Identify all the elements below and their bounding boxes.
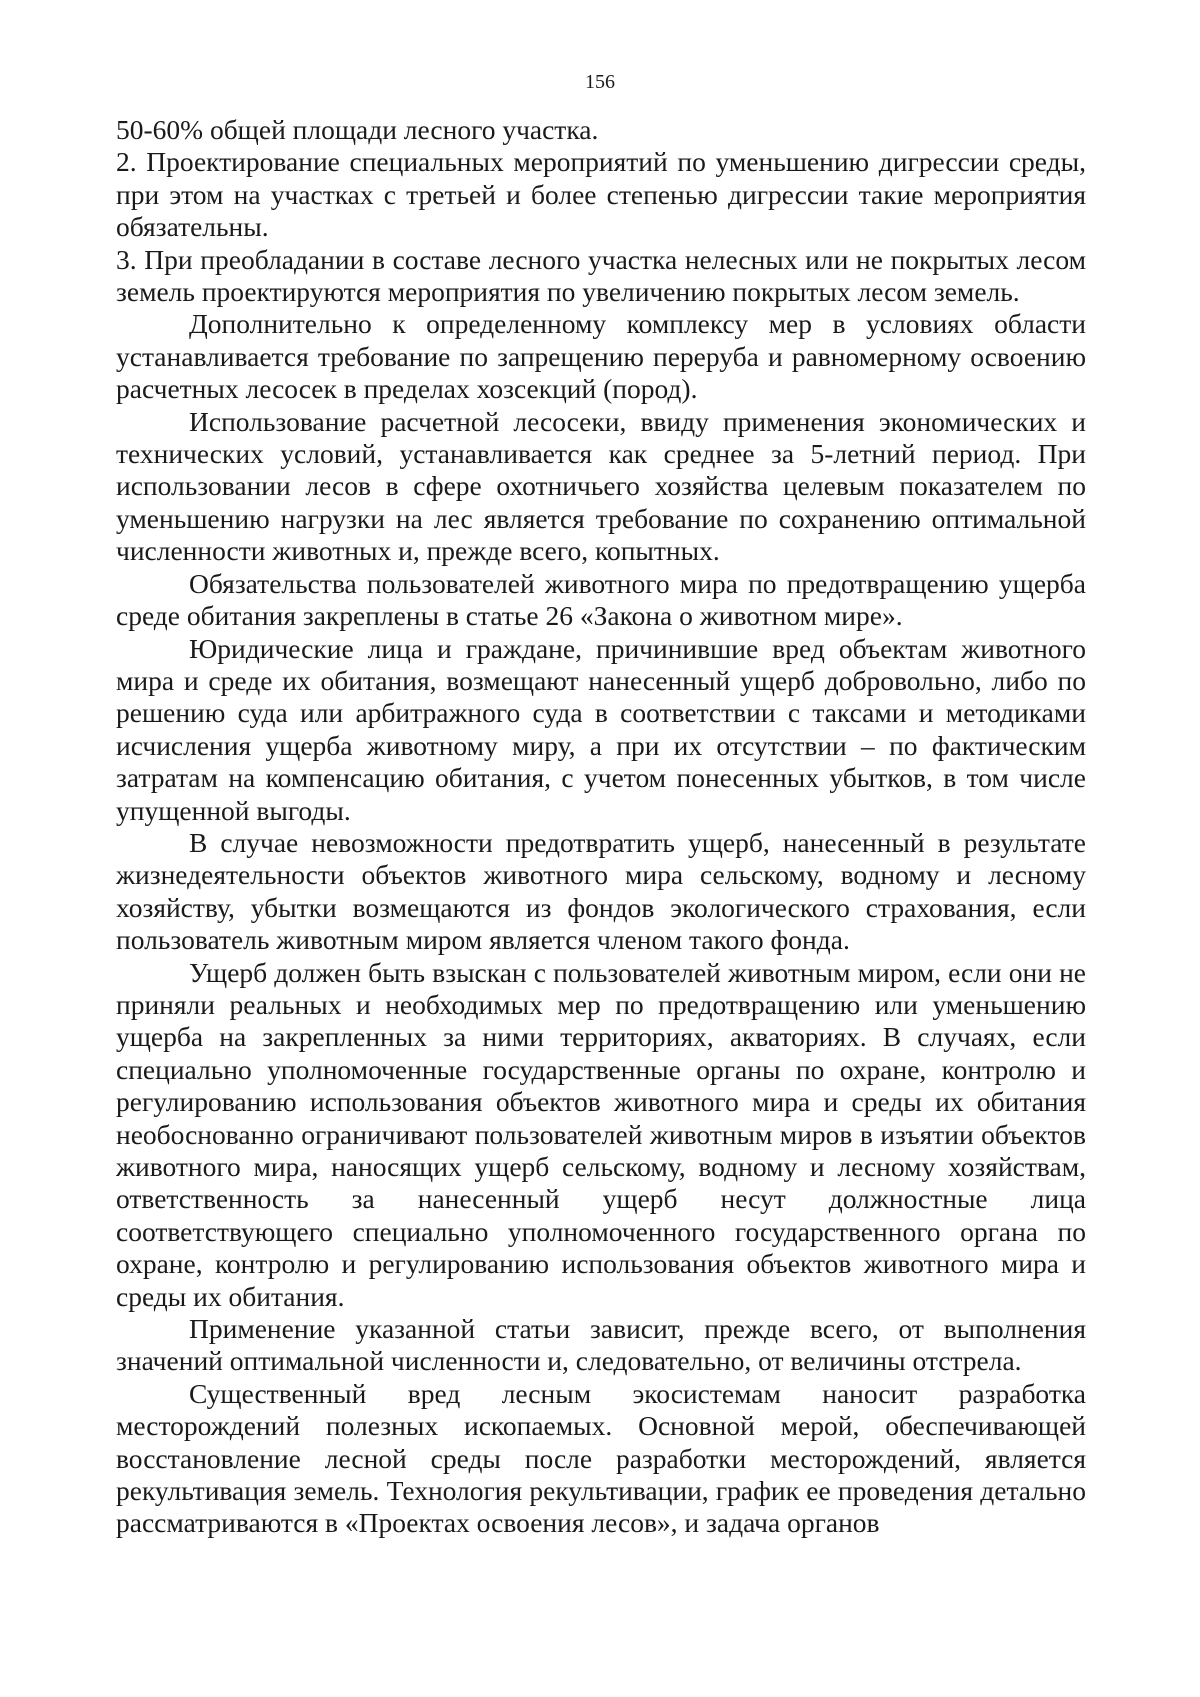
paragraph-3: 3. При преобладании в составе лесного участка нелесных или не покрытых лесом земель проектируются мероприятия по увеличению покрытых лесом земель. xyxy=(116,243,1086,308)
paragraph-9: Ущерб должен быть взыскан с пользователей животным миром, если они не приняли реальных и необходимых мер по предотвращению или уменьшению ущерба на закрепленных за ними территориях, акваториях. В случаях, если специально уполномоченные государственные органы по охране, контролю и регулированию использования объектов животного мира и среды их обитания необоснованно ограничивают пользователей животным миров в изъятии объектов животного мира, наносящих ущерб сельскому, водному и лесному хозяйствам, ответственность за нанесенный ущерб несут должностные лица соответствующего специально уполномоченного государственного органа по охране, контролю и регулированию использования объектов животного мира и среды их обитания. xyxy=(116,956,1086,1312)
paragraph-11: Существенный вред лесным экосистемам наносит разработка месторождений полезных ископаемых. Основной мерой, обеспечивающей восстановление лесной среды после разработки месторождений, является рекультивация земель. Технология рекультивации, график ее проведения детально рассматриваются в «Проектах освоения лесов», и задача органов xyxy=(116,1377,1086,1539)
paragraph-2: 2. Проектирование специальных мероприятий по уменьшению дигрессии среды, при этом на участках с третьей и более степенью дигрессии такие мероприятия обязательны. xyxy=(116,146,1086,243)
paragraph-5: Использование расчетной лесосеки, ввиду применения экономических и технических условий, устанавливается как среднее за 5-летний период. При использовании лесов в сфере охотничьего хозяйства целевым показателем по уменьшению нагрузки на лес является требование по сохранению оптимальной численности животных и, прежде всего, копытных. xyxy=(116,405,1086,567)
paragraph-1: 50-60% общей площади лесного участка. xyxy=(116,114,599,145)
page-body xyxy=(116,114,1086,1540)
paragraph-6: Обязательства пользователей животного мира по предотвращению ущерба среде обитания закреплены в статье 26 «Закона о животном мире». xyxy=(116,567,1086,632)
page-number: 156 xyxy=(585,71,615,93)
paragraph-10: Применение указанной статьи зависит, прежде всего, от выполнения значений оптимальной численности и, следовательно, от величины отстрела. xyxy=(116,1313,1086,1377)
paragraph-8: В случае невозможности предотвратить ущерб, нанесенный в результате жизнедеятельности объектов животного мира сельскому, водному и лесному хозяйству, убытки возмещаются из фондов экологического страхования, если пользователь животным миром является членом такого фонда. xyxy=(116,826,1086,956)
paragraph-7: Юридические лица и граждане, причинившие вред объектам животного мира и среде их обитания, возмещают нанесенный ущерб добровольно, либо по решению суда или арбитражного суда в соответствии с таксами и методиками исчисления ущерба животному миру, а при их отсутствии – по фактическим затратам на компенсацию обитания, с учетом понесенных убытков, в том числе упущенной выгоды. xyxy=(116,632,1086,826)
paragraph-4: Дополнительно к определенному комплексу мер в условиях области устанавливается требование по запрещению переруба и равномерному освоению расчетных лесосек в пределах хозсекций (пород). xyxy=(116,308,1086,405)
